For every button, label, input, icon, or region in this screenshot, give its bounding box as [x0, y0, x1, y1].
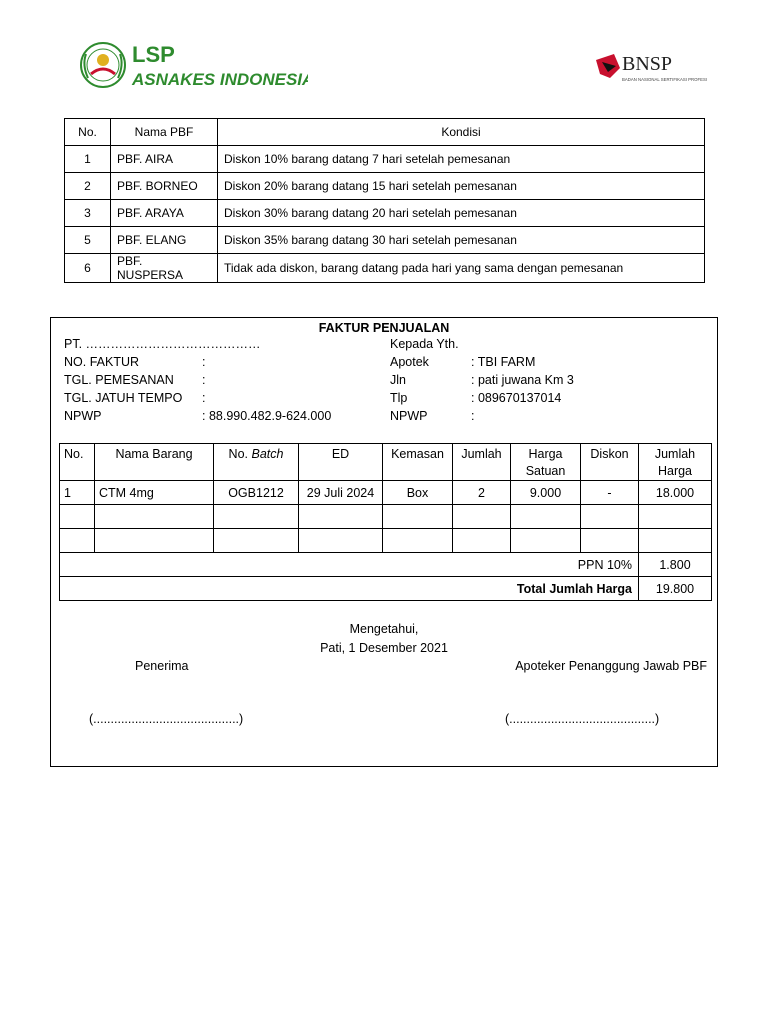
- row-pbf-name: PBF. BORNEO: [111, 173, 218, 200]
- row-no: 6: [65, 254, 111, 283]
- col-nama-barang: Nama Barang: [95, 444, 214, 481]
- empty-cell: [95, 529, 214, 553]
- apotek-label: Apotek: [390, 355, 429, 369]
- jln-value: : pati juwana Km 3: [471, 373, 574, 387]
- item-jumlah: 2: [453, 481, 511, 505]
- table-row: [65, 146, 705, 173]
- bnsp-emblem-icon: [592, 48, 712, 88]
- row-no: 5: [65, 227, 111, 254]
- harga-line-2: Satuan: [525, 464, 566, 478]
- invoice-items-table: [59, 443, 712, 601]
- empty-cell: [383, 505, 453, 529]
- total-value: 19.800: [639, 577, 712, 601]
- asnakes-text: ASNAKES INDONESIA: [132, 70, 308, 89]
- item-kemasan: Box: [383, 481, 453, 505]
- empty-cell: [299, 505, 383, 529]
- pt-field: PT. ……………………………………: [64, 337, 261, 351]
- batch-prefix: No.: [228, 447, 252, 461]
- signature-blank-apoteker: (..........................................): [505, 712, 660, 726]
- penerima-label: Penerima: [135, 659, 189, 673]
- table-row: [60, 505, 712, 529]
- tlp-value: : 089670137014: [471, 391, 562, 405]
- header-nama-pbf: Nama PBF: [111, 119, 218, 146]
- bnsp-logo: [592, 48, 712, 88]
- apotek-value: : TBI FARM: [471, 355, 536, 369]
- kepada-yth: Kepada Yth.: [390, 337, 459, 351]
- lsp-text: LSP: [132, 42, 175, 67]
- col-jumlah-harga: [639, 444, 712, 481]
- item-nama: CTM 4mg: [95, 481, 214, 505]
- mengetahui-text: Mengetahui,: [349, 622, 419, 636]
- no-faktur-value: :: [202, 355, 206, 369]
- item-no: 1: [60, 481, 95, 505]
- item-total: 18.000: [639, 481, 712, 505]
- empty-cell: [511, 505, 581, 529]
- jln-label: Jln: [390, 373, 406, 387]
- header-no: No.: [65, 119, 111, 146]
- lsp-asnakes-logo: [78, 40, 308, 90]
- header-kondisi: Kondisi: [218, 119, 705, 146]
- npwp-label-right: NPWP: [390, 409, 428, 423]
- invoice-box: [50, 317, 718, 767]
- empty-cell: [214, 505, 299, 529]
- table-row: [65, 173, 705, 200]
- empty-cell: [383, 529, 453, 553]
- table-row: [60, 529, 712, 553]
- npwp-value-left: : 88.990.482.9-624.000: [202, 409, 332, 423]
- tgl-jatuh-tempo-value: :: [202, 391, 206, 405]
- col-ed: ED: [299, 444, 383, 481]
- table-row: [65, 200, 705, 227]
- jumlah-harga-line-2: Harga: [657, 464, 693, 478]
- pbf-conditions-table: [64, 118, 705, 283]
- tgl-pemesanan-value: :: [202, 373, 206, 387]
- place-date-text: Pati, 1 Desember 2021: [320, 641, 448, 655]
- item-batch: OGB1212: [214, 481, 299, 505]
- items-header-row: [60, 444, 712, 481]
- row-kondisi: Diskon 30% barang datang 20 hari setelah pemesanan: [218, 200, 705, 227]
- ppn-value: 1.800: [639, 553, 712, 577]
- row-pbf-name: PBF. ARAYA: [111, 200, 218, 227]
- npwp-label-left: NPWP: [64, 409, 102, 423]
- row-pbf-name: PBF. NUSPERSA: [111, 254, 218, 283]
- row-no: 3: [65, 200, 111, 227]
- total-label: Total Jumlah Harga: [60, 577, 639, 601]
- col-harga-satuan: [511, 444, 581, 481]
- ppn-row: [60, 553, 712, 577]
- table-row: [65, 227, 705, 254]
- apoteker-label: Apoteker Penanggung Jawab PBF: [515, 659, 707, 673]
- table-row: [60, 481, 712, 505]
- harga-line-1: Harga: [528, 447, 563, 461]
- empty-cell: [639, 505, 712, 529]
- signature-blank-penerima: (..........................................): [89, 712, 244, 726]
- total-row: [60, 577, 712, 601]
- tlp-label: Tlp: [390, 391, 408, 405]
- tgl-jatuh-tempo-label: TGL. JATUH TEMPO: [64, 391, 183, 405]
- col-kemasan: Kemasan: [383, 444, 453, 481]
- bnsp-text: BNSP: [622, 53, 673, 75]
- batch-italic: Batch: [251, 447, 284, 461]
- empty-cell: [299, 529, 383, 553]
- row-kondisi: Diskon 10% barang datang 7 hari setelah pemesanan: [218, 146, 705, 173]
- row-no: 2: [65, 173, 111, 200]
- item-harga: 9.000: [511, 481, 581, 505]
- empty-cell: [214, 529, 299, 553]
- empty-cell: [581, 529, 639, 553]
- invoice-title: FAKTUR PENJUALAN: [318, 321, 450, 335]
- empty-cell: [581, 505, 639, 529]
- row-kondisi: Diskon 35% barang datang 30 hari setelah pemesanan: [218, 227, 705, 254]
- jumlah-harga-line-1: Jumlah: [654, 447, 696, 461]
- col-no: No.: [60, 444, 95, 481]
- empty-cell: [60, 505, 95, 529]
- empty-cell: [60, 529, 95, 553]
- row-kondisi: Tidak ada diskon, barang datang pada hari yang sama dengan pemesanan: [218, 254, 705, 283]
- empty-cell: [453, 505, 511, 529]
- empty-cell: [511, 529, 581, 553]
- no-faktur-label: NO. FAKTUR: [64, 355, 140, 369]
- row-pbf-name: PBF. AIRA: [111, 146, 218, 173]
- row-pbf-name: PBF. ELANG: [111, 227, 218, 254]
- item-ed: 29 Juli 2024: [299, 481, 383, 505]
- col-jumlah: Jumlah: [453, 444, 511, 481]
- tgl-pemesanan-label: TGL. PEMESANAN: [64, 373, 174, 387]
- col-no-batch: [214, 444, 299, 481]
- empty-cell: [639, 529, 712, 553]
- bnsp-subtext: BADAN NASIONAL SERTIFIKASI PROFESI: [622, 77, 708, 82]
- table-header-row: [65, 119, 705, 146]
- npwp-value-right: :: [471, 409, 475, 423]
- lsp-emblem-icon: [78, 40, 308, 90]
- table-row: [65, 254, 705, 283]
- row-no: 1: [65, 146, 111, 173]
- empty-cell: [95, 505, 214, 529]
- ppn-label: PPN 10%: [60, 553, 639, 577]
- col-diskon: Diskon: [581, 444, 639, 481]
- item-diskon: -: [581, 481, 639, 505]
- empty-cell: [453, 529, 511, 553]
- row-kondisi: Diskon 20% barang datang 15 hari setelah pemesanan: [218, 173, 705, 200]
